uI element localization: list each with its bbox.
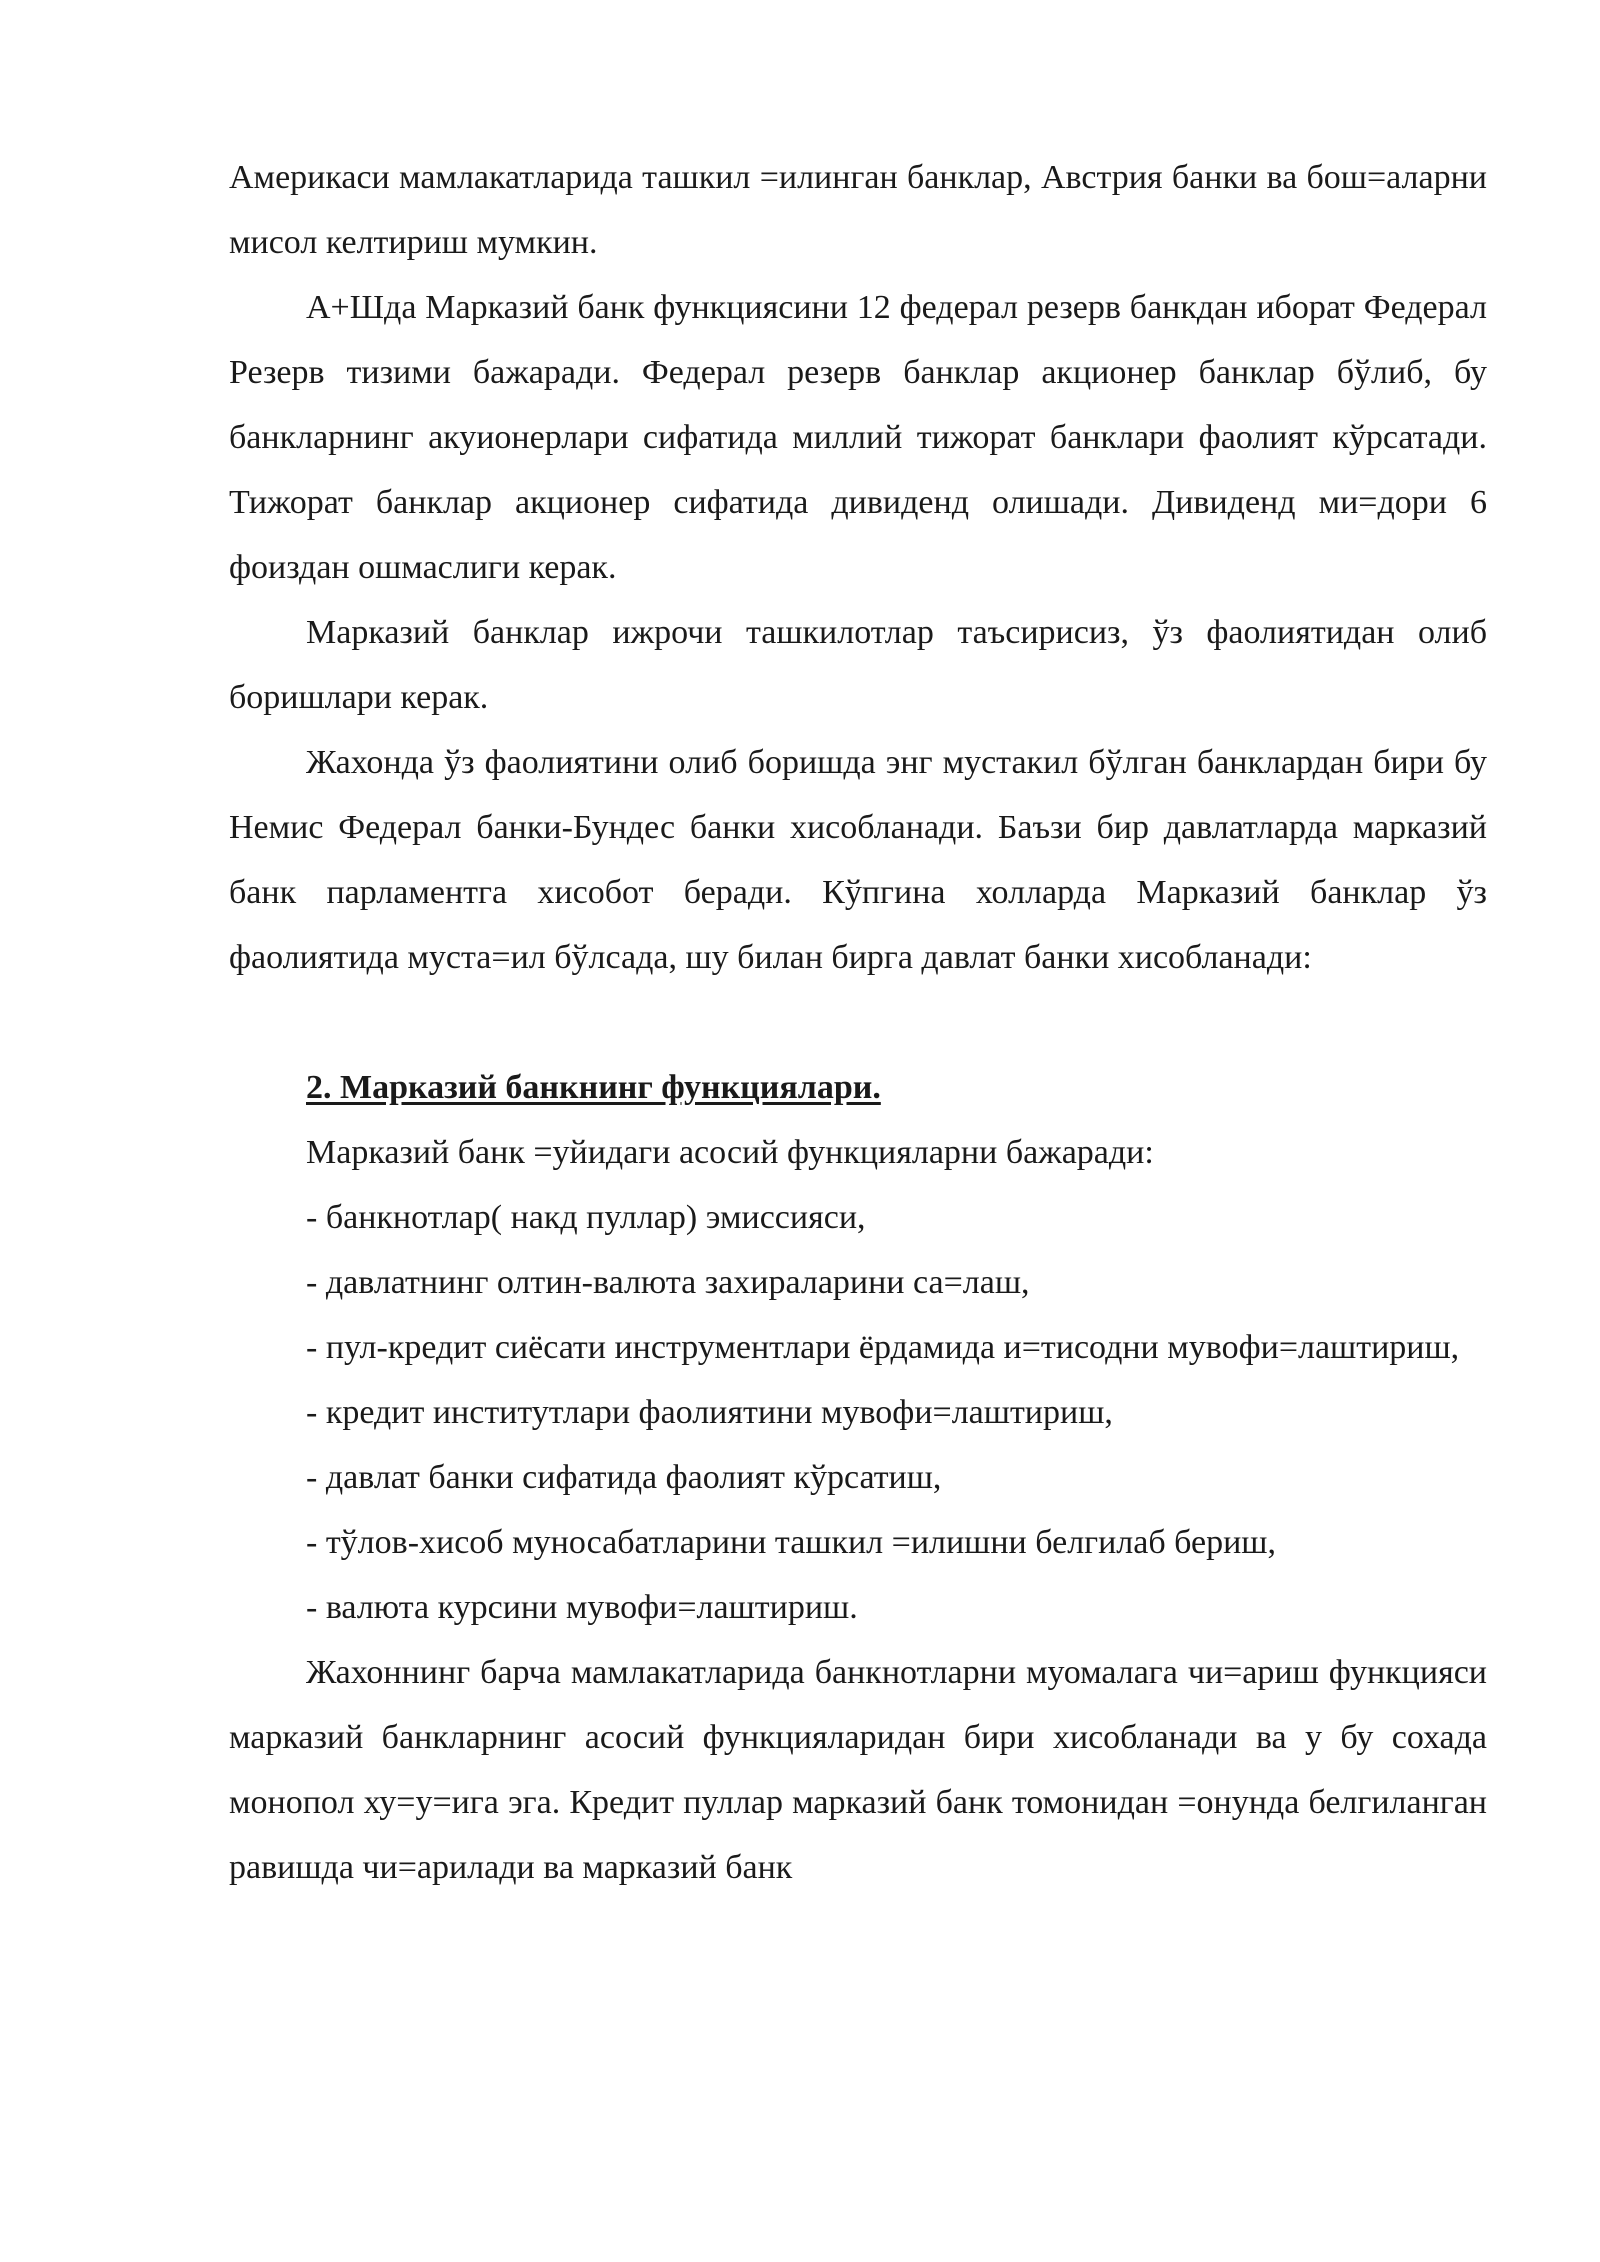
list-item: - давлатнинг олтин-валюта захираларини са=лаш, [306,1264,1030,1301]
section-intro: Марказий банк =уйидаги асосий функцияларни бажаради: [306,1134,1154,1171]
blank-line [229,990,1487,1055]
paragraph: Америкаси мамлакатларида ташкил =илинган банклар, Австрия банки ва бош=аларни мисол келтириш мумкин. [229,159,1487,261]
paragraph: Жахонда ўз фаолиятини олиб боришда энг мустакил бўлган банклардан бири бу Немис Федерал банки-Бундес банки хисобланади. Баъзи бир давлатларда марказий банк парламентга хисобот беради. Кўпгина холларда Марказий банклар ўз фаолиятида муста=ил бўлсада, шу билан бирга давлат банки хисобланади: [229,744,1487,976]
list-item: - пул-кредит сиёсати инструментлари ёрдамида и=тисодни мувофи=лаштириш, [306,1329,1460,1366]
paragraph: Жахоннинг барча мамлакатларида банкнотларни муомалага чи=ариш функцияси марказий банкларнинг асосий функцияларидан бири хисобланади ва у бу сохада монопол ху=у=ига эга. Кредит пуллар марказий банк томонидан =онунда белгиланган равишда чи=арилади ва марказий банк [229,1654,1487,1886]
list-item: - давлат банки сифатида фаолият кўрсатиш, [306,1459,942,1496]
paragraph: Марказий банклар ижрочи ташкилотлар таъсирисиз, ўз фаолиятидан олиб боришлари керак. [229,614,1487,716]
section-heading [229,1055,1487,1120]
list-item: - валюта курсини мувофи=лаштириш. [306,1589,858,1626]
list-item: - тўлов-хисоб муносабатларини ташкил =илишни белгилаб бериш, [306,1524,1276,1561]
list-item: - кредит институтлари фаолиятини мувофи=лаштириш, [306,1394,1113,1431]
page-body [229,145,1487,1900]
section-heading-text: 2. Марказий банкнинг функциялари. [306,1069,881,1106]
paragraph: А+Шда Марказий банк функциясини 12 федерал резерв банкдан иборат Федерал Резерв тизими бажаради. Федерал резерв банклар акционер банклар бўлиб, бу банкларнинг акуионерлари сифатида миллий тижорат банклари фаолият кўрсатади. Тижорат банклар акционер сифатида дивиденд олишади. Дивиденд ми=дори 6 фоиздан ошмаслиги керак. [229,289,1487,586]
list-item: - банкнотлар( накд пуллар) эмиссияси, [306,1199,866,1236]
